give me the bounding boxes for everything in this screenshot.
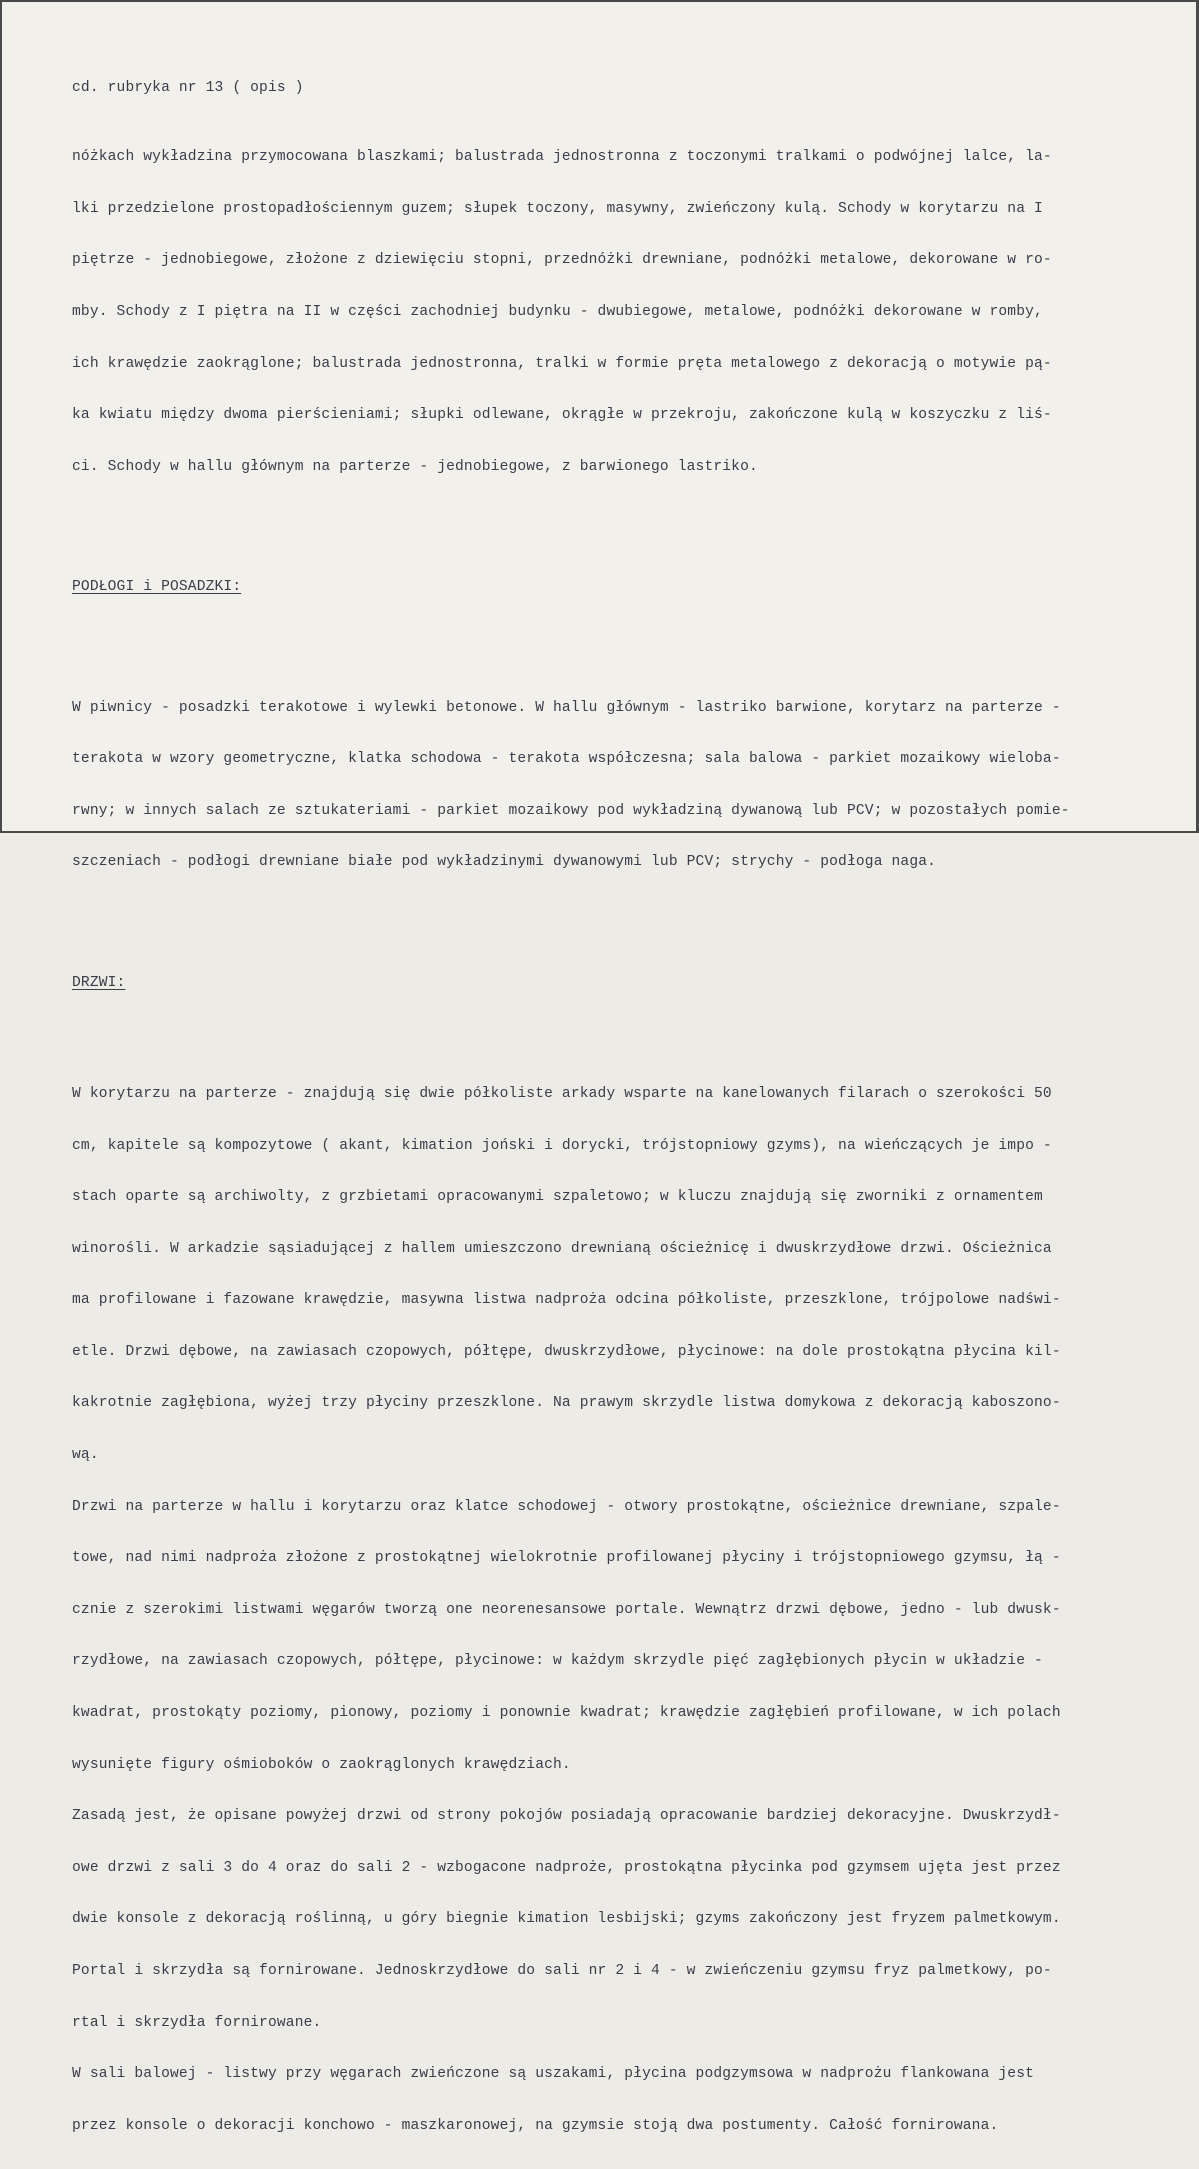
text-line: cznie z szerokimi listwami węgarów tworzą one neorenesansowe portale. Wewnątrz drzwi dębowe, jedno - lub dwusk- (72, 1601, 1061, 1618)
page-text (72, 46, 1172, 2169)
text-line: towe, nad nimi nadproża złożone z prostokątnej wielokrotnie profilowanej płyciny i trójstopniowego gzymsu, łą - (72, 1550, 1061, 1567)
heading-floors: PODŁOGI i POSADZKI: (72, 579, 242, 596)
text-line: Portal i skrzydła są fornirowane. Jednoskrzydłowe do sali nr 2 i 4 - w zwieńczeniu gzymsu fryz palmetkowy, po- (72, 1963, 1052, 1980)
text-line: owe drzwi z sali 3 do 4 oraz do sali 2 - wzbogacone nadproże, prostokątna płycinka pod gzymsem ujęta jest przez (72, 1859, 1061, 1876)
text-line: cm, kapitele są kompozytowe ( akant, kimation joński i dorycki, trójstopniowy gzyms), na wieńczących je impo - (72, 1137, 1052, 1154)
text-line: rtal i skrzydła fornirowane. (72, 2014, 322, 2031)
text-line: ich krawędzie zaokrąglone; balustrada jednostronna, tralki w formie pręta metalowego z dekoracją o motywie pą- (72, 355, 1052, 372)
text-line: ka kwiatu między dwoma pierścieniami; słupki odlewane, okrągłe w przekroju, zakończone kulą w koszyczku z liś- (72, 407, 1052, 424)
text-line: rwny; w innych salach ze sztukateriami - parkiet mozaikowy pod wykładziną dywanową lub PCV; w pozostałych pomie- (72, 802, 1070, 819)
text-line: ci. Schody w hallu głównym na parterze - jednobiegowe, z barwionego lastriko. (72, 458, 758, 475)
text-line: Zasadą jest, że opisane powyżej drzwi od strony pokojów posiadają opracowanie bardziej dekoracyjne. Dwuskrzydł- (72, 1808, 1061, 1825)
document-header: cd. rubryka nr 13 ( opis ) (72, 80, 304, 97)
text-line: terakota w wzory geometryczne, klatka schodowa - terakota współczesna; sala balowa - parkiet mozaikowy wieloba- (72, 751, 1061, 768)
text-line: przez konsole o dekoracji konchowo - maszkaronowej, na gzymsie stoją dwa postumenty. Całość fornirowana. (72, 2117, 999, 2134)
text-line: kwadrat, prostokąty poziomy, pionowy, poziomy i ponownie kwadrat; krawędzie zagłębień profilowane, w ich polach (72, 1705, 1061, 1722)
text-line: wysunięte figury ośmioboków o zaokrąglonych krawędziach. (72, 1756, 571, 1773)
text-line: mby. Schody z I piętra na II w części zachodniej budynku - dwubiegowe, metalowe, podnóżki dekorowane w romby, (72, 303, 1043, 320)
text-line: stach oparte są archiwolty, z grzbietami opracowanymi szpaletowo; w kluczu znajdują się zworniki z ornamentem (72, 1189, 1043, 1206)
line-gap (72, 528, 1172, 545)
text-line: lki przedzielone prostopadłościennym guzem; słupek toczony, masywny, zwieńczony kulą. Schody w korytarzu na I (72, 200, 1043, 217)
text-line: etle. Drzwi dębowe, na zawiasach czopowych, półtępe, dwuskrzydłowe, płycinowe: na dole prostokątna płycina kil- (72, 1343, 1061, 1360)
text-line: szczeniach - podłogi drewniane białe pod wykładzinymi dywanowymi lub PCV; strychy - podłoga naga. (72, 854, 937, 871)
heading-doors: DRZWI: (72, 974, 126, 991)
text-line: W piwnicy - posadzki terakotowe i wylewki betonowe. W hallu głównym - lastriko barwione, korytarz na parterze - (72, 699, 1061, 716)
text-line: nóżkach wykładzina przymocowana blaszkami; balustrada jednostronna z toczonymi tralkami o podwójnej lalce, la- (72, 149, 1052, 166)
text-line: ma profilowane i fazowane krawędzie, masywna listwa nadproża odcina półkoliste, przeszklone, trójpolowe nadświ- (72, 1292, 1061, 1309)
text-line: winorośli. W arkadzie sąsiadującej z hallem umieszczono drewnianą ościeżnicę i dwuskrzydłowe drzwi. Ościeżnica (72, 1240, 1052, 1257)
line-gap (72, 1026, 1172, 1034)
line-gap (72, 923, 1172, 940)
text-line: dwie konsole z dekoracją roślinną, u góry biegnie kimation lesbijski; gzyms zakończony jest fryzem palmetkowym. (72, 1911, 1061, 1928)
text-line: kakrotnie zagłębiona, wyżej trzy płyciny przeszklone. Na prawym skrzydle listwa domykowa z dekoracją kaboszono- (72, 1395, 1061, 1412)
line-gap (72, 631, 1172, 648)
text-line: W korytarzu na parterze - znajdują się dwie półkoliste arkady wsparte na kanelowanych filarach o szerokości 50 (72, 1085, 1052, 1102)
text-line: W sali balowej - listwy przy węgarach zwieńczone są uszakami, płycina podgzymsowa w nadprożu flankowana jest (72, 2066, 1035, 2083)
text-line: rzydłowe, na zawiasach czopowych, półtępe, płycinowe: w każdym skrzydle pięć zagłębionych płycin w układzie - (72, 1653, 1043, 1670)
text-line: wą. (72, 1447, 99, 1464)
text-line: Drzwi na parterze w hallu i korytarzu oraz klatce schodowej - otwory prostokątne, ościeżnice drewniane, szpale- (72, 1498, 1061, 1515)
text-line: piętrze - jednobiegowe, złożone z dziewięciu stopni, przednóżki drewniane, podnóżki metalowe, dekorowane w ro- (72, 252, 1052, 269)
